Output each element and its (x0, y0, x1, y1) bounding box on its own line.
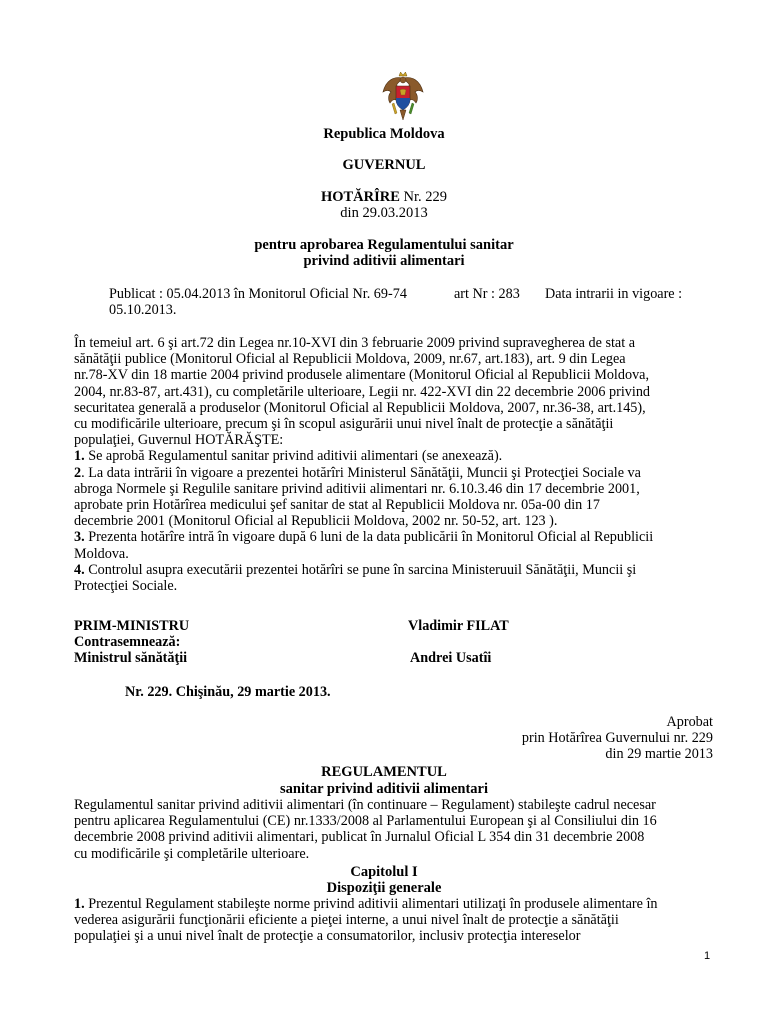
article-number: 3. (74, 529, 85, 546)
chapter-title: Dispoziţii generale (326, 880, 442, 896)
point-1 (74, 896, 658, 945)
article-4 (74, 562, 653, 578)
regulation-intro (74, 797, 657, 862)
preamble (74, 335, 653, 594)
preamble-line: nr.78-XV din 18 martie 2004 privind produsele alimentare (Monitorul Oficial al Republicii Moldova, (74, 367, 650, 384)
article-text: aprobate prin Hotărîrea medicului şef sanitar de stat al Republicii Moldova nr. 05a-00 din 17 (74, 497, 600, 514)
minister-title: Ministrul sănătăţii (74, 650, 188, 666)
point-line (74, 896, 658, 912)
point-number: 1. (74, 896, 85, 912)
article-text: Se aprobă Regulamentul sanitar privind aditivii alimentari (se anexează). (84, 448, 503, 465)
publication-entry-label: Data intrarii in vigoare : (545, 286, 683, 302)
article-text: Protecţiei Sociale. (74, 578, 178, 595)
country-name: Republica Moldova (323, 126, 445, 142)
preamble-line: 2004, nr.83-87, art.431), cu completările ulterioare, Legii nr. 422-XVI din 22 decembrie 2006 privind (74, 383, 651, 400)
countersign-label: Contrasemnează: (74, 634, 181, 650)
preamble-line: securitatea generală a produselor (Monitorul Oficial al Republicii Moldova, 2007, nr.36-38, art.145), (74, 399, 646, 416)
decision-date: din 29.03.2013 (340, 205, 428, 221)
decision-heading (0, 189, 768, 205)
publication-article: art Nr : 283 (454, 286, 520, 302)
article-text: . La data intrării în vigoare a prezentei hotărîri Ministerul Sănătăţii, Muncii şi Protecţiei Sociale va (81, 464, 641, 481)
decision-number: Nr. 229 (399, 189, 448, 205)
article-number: 4. (74, 561, 85, 578)
article-number: 1. (74, 448, 85, 465)
coat-of-arms-emblem (380, 70, 426, 124)
intro-line: decembrie 2008 privind aditivii alimentari, publicat în Jurnalul Oficial L 354 din 31 decembrie 2008 (74, 829, 645, 846)
preamble-line: populaţiei, Guvernul HOTĂRĂŞTE: (74, 432, 284, 449)
subject-line-2: privind aditivii alimentari (303, 253, 465, 269)
institution-name: GUVERNUL (342, 157, 426, 173)
article-1 (74, 448, 653, 464)
point-line: vederea asigurării funcţionării eficiente a pieţei interne, a unui nivel înalt de protecţie a sănătăţii (74, 912, 619, 929)
article-text: Moldova. (74, 545, 129, 562)
regulation-title: REGULAMENTUL (321, 764, 447, 780)
approval-line-3: din 29 martie 2013 (605, 746, 713, 762)
subject-line-1: pentru aprobarea Regulamentului sanitar (254, 237, 514, 253)
article-number: 2 (74, 464, 82, 481)
page-number: 1 (704, 950, 711, 962)
article-text: abroga Normele şi Regulile sanitare privind aditivii alimentari nr. 6.10.3.46 din 17 decembrie 2001, (74, 480, 640, 497)
preamble-line: În temeiul art. 6 şi art.72 din Legea nr.10-XVI din 3 februarie 2009 privind supravegherea de stat a (74, 335, 636, 351)
article-3 (74, 529, 653, 545)
article-text: decembrie 2001 (Monitorul Oficial al Republicii Moldova, 2002 nr. 50-52, art. 123 ). (74, 513, 558, 530)
regulation-subtitle: sanitar privind aditivii alimentari (280, 781, 488, 797)
decision-word: HOTĂRÎRE (320, 189, 400, 205)
point-text: Prezentul Regulament stabileşte norme privind aditivii alimentari utilizaţi în produsele alimentare în (84, 896, 658, 912)
preamble-line: cu modificările ulterioare, precum şi în scopul asigurării unui nivel înalt de protecţie a sănătăţii (74, 416, 614, 433)
prime-minister-name: Vladimir FILAT (408, 618, 509, 634)
prime-minister-title: PRIM-MINISTRU (74, 618, 190, 634)
publication-info: Publicat : 05.04.2013 în Monitorul Oficial Nr. 69-74 (109, 286, 407, 302)
preamble-line: sănătăţii publice (Monitorul Oficial al Republicii Moldova, 2009, nr.67, art.183), art. 9 din Legea (74, 351, 626, 368)
chapter-heading: Capitolul I (350, 864, 418, 880)
publication-entry-date: 05.10.2013. (109, 302, 177, 318)
document-reference: Nr. 229. Chişinău, 29 martie 2013. (125, 684, 331, 700)
article-2 (74, 465, 653, 481)
article-text: Prezenta hotărîre intră în vigoare după 6 luni de la data publicării în Monitorul Oficial al Republicii (84, 529, 654, 546)
intro-line: cu modificările şi completările ulterioare. (74, 845, 310, 862)
article-text: Controlul asupra executării prezentei hotărîri se pune în sarcina Ministeruuil Sănătăţii, Muncii şi (84, 561, 637, 578)
minister-name: Andrei Usatîi (410, 650, 492, 666)
approval-line-1: Aprobat (666, 714, 713, 730)
intro-line: pentru aplicarea Regulamentului (CE) nr.1333/2008 al Parlamentului European şi al Consiliului din 16 (74, 813, 657, 830)
approval-line-2: prin Hotărîrea Guvernului nr. 229 (521, 730, 713, 746)
point-line: populaţiei şi a unui nivel înalt de protecţie a consumatorilor, inclusiv protecţia intereselor (74, 928, 581, 945)
intro-line: Regulamentul sanitar privind aditivii alimentari (în continuare – Regulament) stabileşte cadrul necesar (74, 797, 656, 813)
